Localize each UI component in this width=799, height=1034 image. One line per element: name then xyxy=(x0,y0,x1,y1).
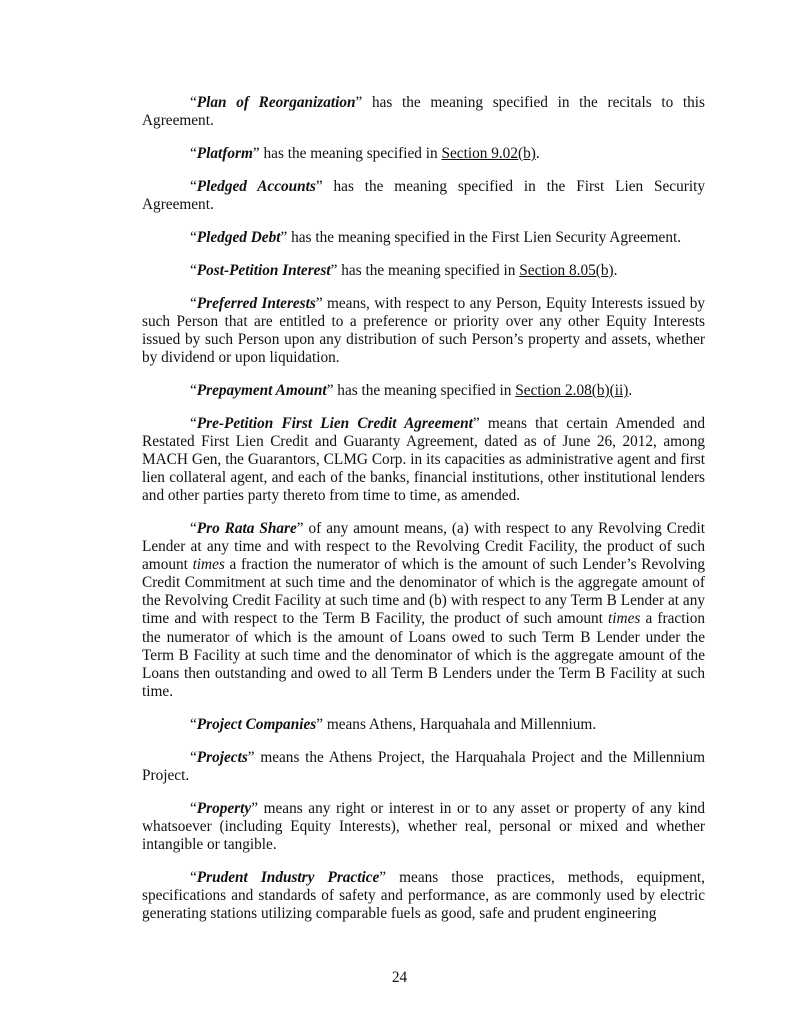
defined-term: Projects xyxy=(196,748,248,766)
italic-word: times xyxy=(192,556,225,574)
definition-text: ” has the meaning specified in the recitals to this Agreement. xyxy=(142,94,705,130)
open-quote: “ xyxy=(190,414,197,432)
definition-text: . xyxy=(535,144,540,162)
open-quote: “ xyxy=(190,715,197,733)
open-quote: “ xyxy=(190,868,197,886)
definition-pledged-debt xyxy=(142,229,705,247)
defined-term: Prepayment Amount xyxy=(196,381,327,399)
definition-prudent-industry-practice xyxy=(142,869,705,923)
definition-text: ” has the meaning specified in xyxy=(252,144,442,162)
defined-term: Pre-Petition First Lien Credit Agreement xyxy=(196,414,473,432)
definition-pro-rata-share xyxy=(142,520,705,701)
definition-text: ” means that certain Amended and Restated First Lien Credit and Guaranty Agreement, dated as of June 26, 2012, among MACH Gen, the Guarantors, CLMG Corp. in its capacities as administrative agent and first lien collateral agent, and each of the banks, financial institutions, other institutional lenders and other parties party thereto from time to time, as amended. xyxy=(142,414,706,505)
definition-text: ” means those practices, methods, equipment, specifications and standards of safety and performance, as are commonly used by electric generating stations utilizing comparable fuels as good, safe and prudent engineering xyxy=(142,868,705,922)
defined-term: Plan of Reorganization xyxy=(196,94,356,111)
definition-text: ” of any amount means, (a) with respect to any Revolving Credit Lender at any time and with respect to the Revolving Credit Facility, the product of such amount xyxy=(142,519,706,574)
definition-property xyxy=(142,800,705,854)
definition-project-companies xyxy=(142,716,705,734)
page-number: 24 xyxy=(391,969,408,986)
defined-term: Prudent Industry Practice xyxy=(196,868,380,886)
open-quote: “ xyxy=(190,381,197,399)
defined-term: Pro Rata Share xyxy=(196,519,297,537)
defined-term: Pledged Debt xyxy=(196,228,281,246)
definition-text: ” means Athens, Harquahala and Millennium. xyxy=(316,715,597,733)
definition-preferred-interests xyxy=(142,295,705,367)
definition-projects xyxy=(142,749,705,785)
definition-post-petition-interest xyxy=(142,262,705,280)
definition-text: ” means, with respect to any Person, Equity Interests issued by such Person that are entitled to a preference or priority over any other Equity Interests issued by such Person upon any distribution of such Person’s property and assets, whether by dividend or upon liquidation. xyxy=(142,294,705,366)
definition-text: ” has the meaning specified in xyxy=(326,381,516,399)
definition-text: . xyxy=(613,261,618,279)
open-quote: “ xyxy=(190,228,197,246)
open-quote: “ xyxy=(190,799,197,817)
section-reference: Section 8.05(b) xyxy=(519,261,614,279)
italic-word: times xyxy=(608,610,641,628)
definition-platform xyxy=(142,145,705,163)
open-quote: “ xyxy=(190,748,197,766)
open-quote: “ xyxy=(190,294,197,312)
defined-term: Pledged Accounts xyxy=(196,177,316,195)
section-reference: Section 9.02(b) xyxy=(441,144,536,162)
definition-text: a fraction the numerator of which is the amount of Loans owed to such Term B Lender under the Term B Facility at such time and the denominator of which is the aggregate amount of the Loans then outstanding and owed to all Term B Lenders under the Term B Facility at such time. xyxy=(142,610,705,700)
document-page xyxy=(142,94,705,938)
definition-text: ” means the Athens Project, the Harquahala Project and the Millennium Project. xyxy=(142,748,705,784)
definition-plan-of-reorganization xyxy=(142,94,705,130)
defined-term: Post-Petition Interest xyxy=(196,261,331,279)
definition-pledged-accounts xyxy=(142,178,705,214)
defined-term: Preferred Interests xyxy=(196,294,316,312)
open-quote: “ xyxy=(190,261,197,279)
open-quote: “ xyxy=(190,177,197,195)
definition-pre-petition-first-lien-credit-agreement xyxy=(142,415,705,505)
defined-term: Platform xyxy=(196,144,253,162)
defined-term: Property xyxy=(196,799,252,817)
definition-prepayment-amount xyxy=(142,382,705,400)
open-quote: “ xyxy=(190,94,197,111)
open-quote: “ xyxy=(190,519,197,537)
section-reference: Section 2.08(b)(ii) xyxy=(515,381,629,399)
definition-text: ” has the meaning specified in xyxy=(330,261,520,279)
definition-text: ” means any right or interest in or to any asset or property of any kind whatsoever (including Equity Interests), whether real, personal or mixed and whether intangible or tangible. xyxy=(142,799,705,853)
definition-text: a fraction the numerator of which is the amount of such Lender’s Revolving Credit Commitment at such time and the denominator of which is the aggregate amount of the Revolving Credit Facility at such time and (b) with respect to any Term B Lender at any time and with respect to the Term B Facility, the product of such amount xyxy=(142,556,705,628)
definition-text: ” has the meaning specified in the First Lien Security Agreement. xyxy=(142,177,705,213)
open-quote: “ xyxy=(190,144,197,162)
defined-term: Project Companies xyxy=(196,715,317,733)
definition-text: ” has the meaning specified in the First Lien Security Agreement. xyxy=(280,228,682,246)
definition-text: . xyxy=(628,381,633,399)
